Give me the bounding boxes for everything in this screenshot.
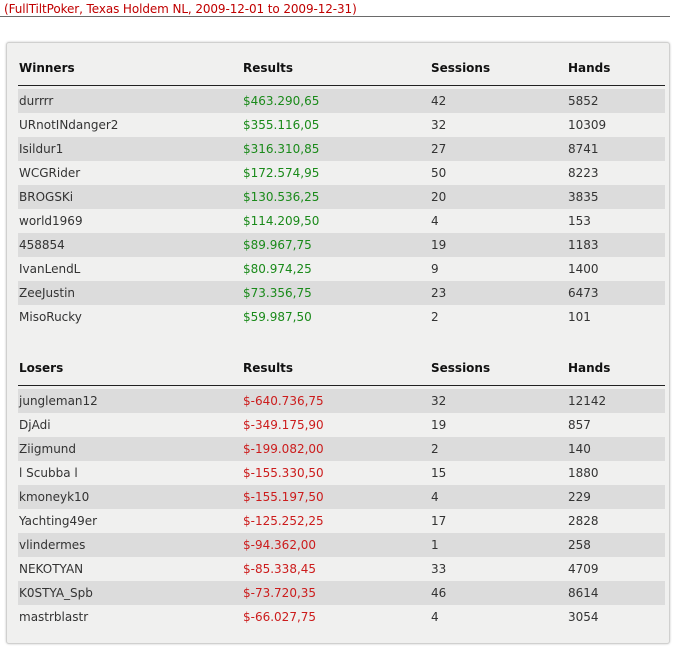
player-name: l Scubba l [19, 466, 78, 480]
player-name: BROGSKi [19, 190, 74, 204]
hands-value: 3054 [568, 610, 599, 624]
result-value: $89.967,75 [243, 238, 312, 252]
winners-header-row [18, 57, 665, 86]
report-title: (FullTiltPoker, Texas Holdem NL, 2009-12-01 to 2009-12-31) [4, 2, 357, 16]
sessions-value: 2 [431, 310, 439, 324]
table-row [18, 257, 665, 281]
hands-value: 8223 [568, 166, 599, 180]
hands-value: 8741 [568, 142, 599, 156]
hands-value: 101 [568, 310, 591, 324]
table-row [18, 89, 665, 113]
result-value: $-73.720,35 [243, 586, 317, 600]
player-name: mastrblastr [19, 610, 89, 624]
sessions-value: 1 [431, 538, 439, 552]
result-value: $130.536,25 [243, 190, 320, 204]
player-name: jungleman12 [19, 394, 98, 408]
table-row [18, 485, 665, 509]
hands-value: 8614 [568, 586, 599, 600]
hands-value: 140 [568, 442, 591, 456]
player-name: Isildur1 [19, 142, 64, 156]
sessions-column-header: Sessions [431, 361, 491, 375]
result-value: $463.290,65 [243, 94, 320, 108]
sessions-value: 46 [431, 586, 447, 600]
hands-column-header: Hands [568, 361, 611, 375]
table-row [18, 581, 665, 605]
table-row [18, 437, 665, 461]
player-name: Yachting49er [19, 514, 98, 528]
results-column-header: Results [243, 61, 294, 75]
sessions-value: 4 [431, 214, 439, 228]
sessions-value: 32 [431, 118, 447, 132]
sessions-value: 4 [431, 610, 439, 624]
winners-heading: Winners [19, 61, 75, 75]
result-value: $-349.175,90 [243, 418, 324, 432]
hands-value: 4709 [568, 562, 599, 576]
result-value: $59.987,50 [243, 310, 312, 324]
player-name: kmoneyk10 [19, 490, 90, 504]
sessions-value: 4 [431, 490, 439, 504]
sessions-value: 2 [431, 442, 439, 456]
player-name: NEKOTYAN [19, 562, 84, 576]
sessions-value: 33 [431, 562, 447, 576]
sessions-value: 17 [431, 514, 447, 528]
winners-rows [18, 89, 665, 329]
sessions-value: 9 [431, 262, 439, 276]
result-value: $-155.197,50 [243, 490, 324, 504]
hands-value: 2828 [568, 514, 599, 528]
player-name: MisoRucky [19, 310, 82, 324]
table-row [18, 281, 665, 305]
report-header [0, 0, 670, 17]
table-row [18, 605, 665, 629]
player-name: WCGRider [19, 166, 81, 180]
table-row [18, 209, 665, 233]
winners-table [18, 57, 665, 329]
result-value: $-94.362,00 [243, 538, 317, 552]
hands-value: 153 [568, 214, 591, 228]
hands-value: 1400 [568, 262, 599, 276]
table-row [18, 137, 665, 161]
player-name: world1969 [19, 214, 83, 228]
sessions-value: 15 [431, 466, 447, 480]
hands-value: 10309 [568, 118, 607, 132]
results-column-header: Results [243, 361, 294, 375]
hands-value: 1183 [568, 238, 599, 252]
hands-value: 1880 [568, 466, 599, 480]
result-value: $316.310,85 [243, 142, 320, 156]
table-row [18, 557, 665, 581]
player-name: 458854 [19, 238, 65, 252]
player-name: ZeeJustin [19, 286, 76, 300]
sessions-column-header: Sessions [431, 61, 491, 75]
hands-value: 5852 [568, 94, 599, 108]
result-value: $-85.338,45 [243, 562, 317, 576]
sessions-value: 32 [431, 394, 447, 408]
player-name: Ziigmund [19, 442, 77, 456]
hands-value: 258 [568, 538, 591, 552]
losers-heading: Losers [19, 361, 64, 375]
hands-value: 6473 [568, 286, 599, 300]
sessions-value: 42 [431, 94, 447, 108]
hands-value: 12142 [568, 394, 607, 408]
player-name: DjAdi [19, 418, 51, 432]
hands-value: 229 [568, 490, 591, 504]
result-value: $172.574,95 [243, 166, 320, 180]
sessions-value: 19 [431, 238, 447, 252]
player-name: vlindermes [19, 538, 86, 552]
player-name: IvanLendL [19, 262, 81, 276]
sessions-value: 50 [431, 166, 447, 180]
result-value: $-125.252,25 [243, 514, 324, 528]
table-row [18, 461, 665, 485]
result-value: $-155.330,50 [243, 466, 324, 480]
losers-table [18, 357, 665, 629]
sessions-value: 19 [431, 418, 447, 432]
sessions-value: 20 [431, 190, 447, 204]
table-row [18, 509, 665, 533]
player-name: durrrr [19, 94, 54, 108]
result-value: $80.974,25 [243, 262, 312, 276]
hands-value: 3835 [568, 190, 599, 204]
hands-value: 857 [568, 418, 591, 432]
player-name: K0STYA_Spb [19, 586, 93, 600]
table-row [18, 413, 665, 437]
result-value: $355.116,05 [243, 118, 320, 132]
table-row [18, 161, 665, 185]
player-name: URnotINdanger2 [19, 118, 119, 132]
result-value: $114.209,50 [243, 214, 320, 228]
result-value: $-199.082,00 [243, 442, 324, 456]
result-value: $73.356,75 [243, 286, 312, 300]
result-value: $-640.736,75 [243, 394, 324, 408]
sessions-value: 23 [431, 286, 447, 300]
losers-header-row [18, 357, 665, 386]
table-row [18, 113, 665, 137]
table-row [18, 533, 665, 557]
table-row [18, 233, 665, 257]
hands-column-header: Hands [568, 61, 611, 75]
table-row [18, 305, 665, 329]
result-value: $-66.027,75 [243, 610, 317, 624]
table-row [18, 185, 665, 209]
sessions-value: 27 [431, 142, 447, 156]
losers-rows [18, 389, 665, 629]
results-panel [6, 42, 670, 644]
table-row [18, 389, 665, 413]
